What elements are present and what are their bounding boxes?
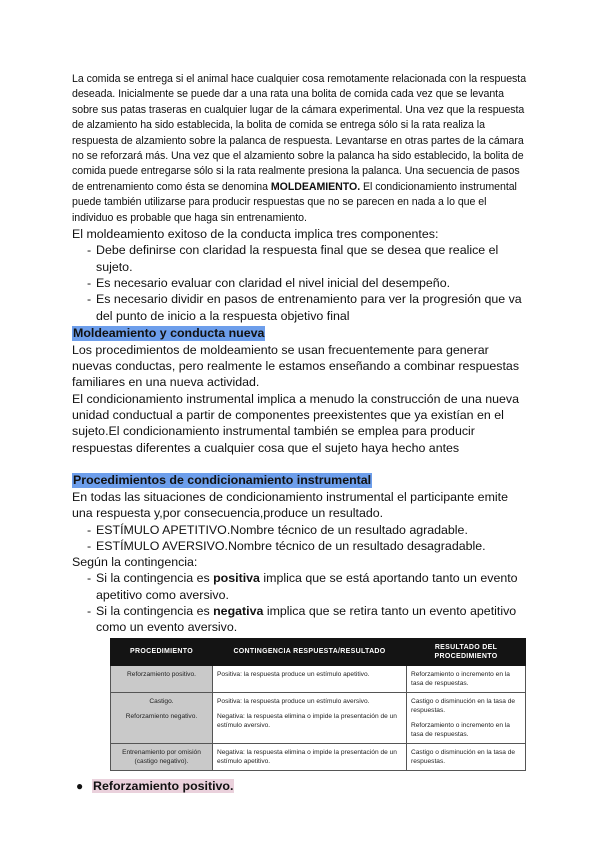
section1-paragraph-2: El condicionamiento instrumental implica a menudo la construcción de una nueva unidad conductual a partir de componentes preexistentes que ya existían en el sujeto.El condicionamiento instrumental también se emplea para producir respuestas diferentes a cualquier cosa que el sujeto haya hecho antes <box>72 391 520 455</box>
moldeamiento-lead: El moldeamiento exitoso de la conducta implica tres componentes: <box>72 227 439 242</box>
table-header: RESULTADO DEL PROCEDIMIENTO <box>407 638 526 665</box>
list-item: - Si la contingencia es positiva implica que se está aportando tanto un evento apetitivo como aversivo. <box>72 570 530 603</box>
table-header: PROCEDIMIENTO <box>111 638 213 665</box>
table-cell-contingency: Negativa: la respuesta elimina o impide la presentación de un estímulo apetitivo. <box>213 743 407 770</box>
contingency-list <box>72 570 530 635</box>
contingency-lead: Según la contingencia: <box>72 555 198 570</box>
table-header-row <box>111 638 526 665</box>
table-cell-procedure: Entrenamiento por omisión (castigo negativo). <box>111 743 213 770</box>
section-heading-reforzamiento: Reforzamiento positivo. <box>93 778 234 793</box>
table-header: CONTINGENCIA RESPUESTA/RESULTADO <box>213 638 407 665</box>
moldeamiento-term: MOLDEAMIENTO. <box>270 180 361 193</box>
table-cell-contingency: Positiva: la respuesta produce un estímulo aversivo. Negativa: la respuesta elimina o impide la presentación de un estímulo aversivo. <box>213 692 407 743</box>
list-item: - Es necesario dividir en pasos de entrenamiento para ver la progresión que va del punto de inicio a la respuesta objetivo final <box>72 291 530 324</box>
stimulus-list <box>72 522 530 555</box>
table-row <box>111 692 526 743</box>
table-cell-procedure: Castigo. Reforzamiento negativo. <box>111 692 213 743</box>
list-item: - ESTÍMULO AVERSIVO.Nombre técnico de un resultado desagradable. <box>72 538 530 554</box>
final-bullet <box>72 779 530 794</box>
table-cell-procedure: Reforzamiento positivo. <box>111 665 213 692</box>
list-item: - Debe definirse con claridad la respuesta final que se desea que realice el sujeto. <box>72 242 530 275</box>
section-heading-moldeamiento: Moldeamiento y conducta nueva <box>73 325 265 340</box>
list-item: - Es necesario evaluar con claridad el nivel inicial del desempeño. <box>72 275 530 291</box>
list-item: - Si la contingencia es negativa implica que se retira tanto un evento apetitivo como un evento aversivo. <box>72 603 530 636</box>
section1-paragraph-1: Los procedimientos de moldeamiento se usan frecuentemente para generar nuevas conductas, pero realmente le estamos enseñando a combinar respuestas familiares en una nueva actividad. <box>72 342 520 390</box>
table-row <box>111 743 526 770</box>
procedures-table <box>110 638 526 771</box>
section2-paragraph-1: En todas las situaciones de condicionamiento instrumental el participante emite una respuesta y,por consecuencia,produce un resultado. <box>72 489 508 521</box>
table-cell-result: Castigo o disminución en la tasa de respuestas. <box>407 743 526 770</box>
document-page <box>72 72 530 794</box>
intro-text-end: El condicionamiento instrumental puede también utilizarse para producir respuestas que no se parecen en nada a lo que el individuo es probable que haga sin entrenamiento. <box>72 180 517 224</box>
list-item: - ESTÍMULO APETITIVO.Nombre técnico de un resultado agradable. <box>72 522 530 538</box>
section-heading-procedimientos: Procedimientos de condicionamiento instrumental <box>73 472 372 487</box>
bullet-dot-icon: ● <box>76 778 84 793</box>
intro-text: La comida se entrega si el animal hace cualquier cosa remotamente relacionada con la respuesta deseada. Inicialmente se puede dar a una rata una bolita de comida cada vez que se levanta sobre sus patas traseras en cualquier lugar de la cámara experimental. Una vez que la respuesta de alzamiento ha sido establecida, la bolita de comida se entrega sólo si la rata realiza la respuesta de alzamiento sobre la palanca de respuesta. Levantarse en otras partes de la cámara no se reforzará más. Una vez que el alzamiento sobre la palanca ha sido establecido, la bolita de comida puede entregarse sólo si la rata realmente presiona la palanca. Una secuencia de pasos de entrenamiento como ésta se denomina <box>72 73 527 193</box>
table-cell-result: Reforzamiento o incremento en la tasa de respuestas. <box>407 665 526 692</box>
moldeamiento-components-list <box>72 242 530 323</box>
table-row <box>111 665 526 692</box>
table-cell-result: Castigo o disminución en la tasa de respuestas. Reforzamiento o incremento en la tasa de respuestas. <box>407 692 526 743</box>
table-cell-contingency: Positiva: la respuesta produce un estímulo apetitivo. <box>213 665 407 692</box>
intro-paragraph <box>72 72 530 226</box>
